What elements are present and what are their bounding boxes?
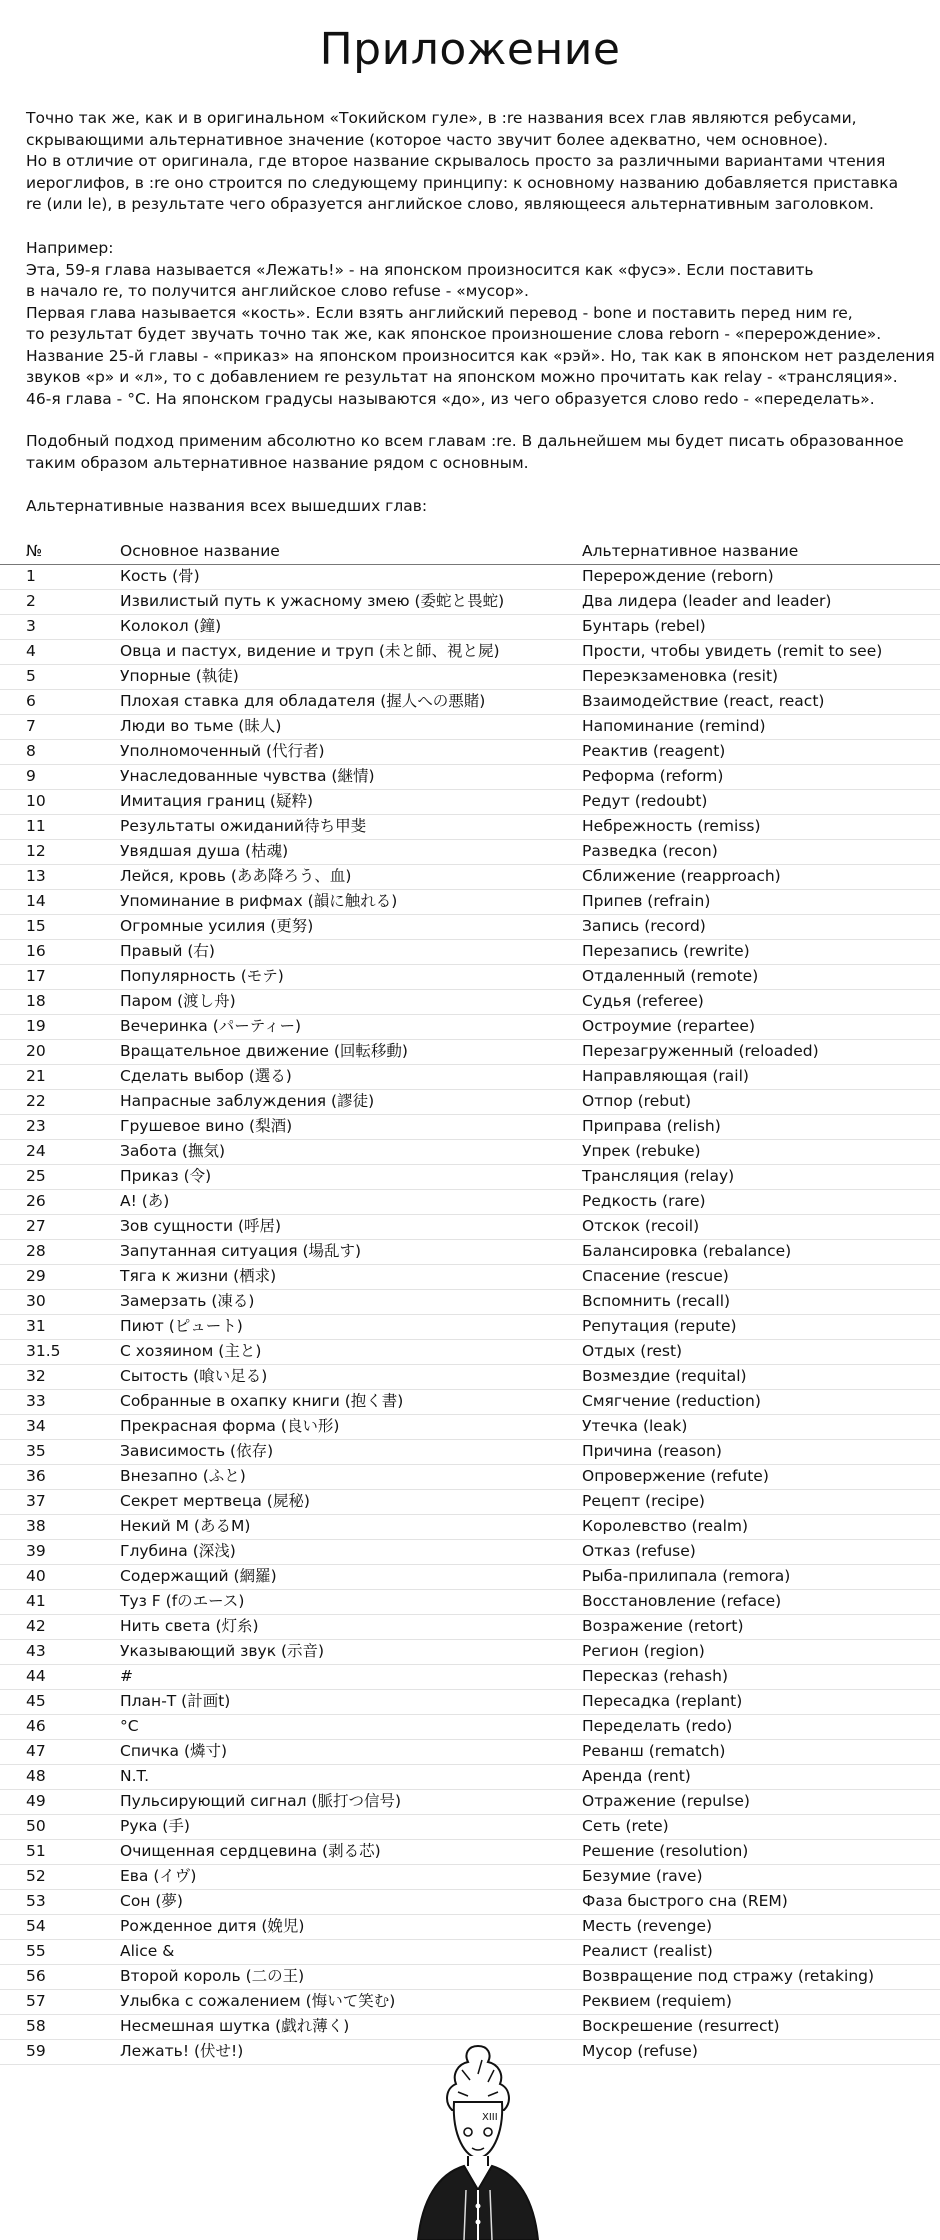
chapter-alt-title: Восстановление (reface) — [582, 1592, 782, 1610]
chapter-number: 45 — [26, 1692, 46, 1710]
chapter-alt-title: Напоминание (remind) — [582, 717, 766, 735]
table-row — [0, 965, 940, 990]
chapter-alt-title: Сближение (reapproach) — [582, 867, 781, 885]
chapter-main-title: Колокол (鐘) — [120, 617, 222, 635]
chapter-alt-title: Перезагруженный (reloaded) — [582, 1042, 819, 1060]
table-row — [0, 1865, 940, 1890]
chapter-alt-title: Безумие (rave) — [582, 1867, 703, 1885]
chapter-number: 50 — [26, 1817, 46, 1835]
chapter-alt-title: Запись (record) — [582, 917, 706, 935]
chapter-number: 44 — [26, 1667, 46, 1685]
table-row — [0, 1240, 940, 1265]
chapter-main-title: Зов сущности (呼居) — [120, 1217, 282, 1235]
chapter-alt-title: Редкость (rare) — [582, 1192, 706, 1210]
chapter-alt-title: Бунтарь (rebel) — [582, 617, 706, 635]
chapter-main-title: Запутанная ситуация (場乱す) — [120, 1242, 362, 1260]
table-row — [0, 665, 940, 690]
chapter-number: 20 — [26, 1042, 46, 1060]
chapter-number: 4 — [26, 642, 36, 660]
chapter-number: 49 — [26, 1792, 46, 1810]
chapter-main-title: N.T. — [120, 1767, 150, 1785]
approach-paragraph — [26, 431, 926, 474]
table-row — [0, 1040, 940, 1065]
table-row — [0, 1990, 940, 2015]
chapter-main-title: Спичка (燐寸) — [120, 1742, 228, 1760]
chapter-number: 47 — [26, 1742, 46, 1760]
chapter-alt-title: Реванш (rematch) — [582, 1742, 726, 1760]
table-row — [0, 1840, 940, 1865]
table-row — [0, 1190, 940, 1215]
chapter-number: 42 — [26, 1617, 46, 1635]
chapter-number: 21 — [26, 1067, 46, 1085]
chapter-number: 28 — [26, 1242, 46, 1260]
chapter-number: 27 — [26, 1217, 46, 1235]
example-paragraph — [26, 238, 935, 410]
chapter-main-title: Унаследованные чувства (継情) — [120, 767, 375, 785]
text-line: таким образом альтернативное название рядом с основным. — [26, 453, 529, 472]
chapter-number: 57 — [26, 1992, 46, 2010]
chapter-number: 22 — [26, 1092, 46, 1110]
table-row — [0, 890, 940, 915]
chapter-main-title: Огромные усилия (更努) — [120, 917, 314, 935]
chapter-number: 14 — [26, 892, 46, 910]
chapter-main-title: Напрасные заблуждения (謬徒) — [120, 1092, 375, 1110]
chapter-main-title: Популярность (モテ) — [120, 967, 284, 985]
table-row — [0, 1640, 940, 1665]
chapter-main-title: Рожденное дитя (娩児) — [120, 1917, 305, 1935]
chapter-alt-title: Небрежность (remiss) — [582, 817, 761, 835]
table-row — [0, 1015, 940, 1040]
chapter-number: 58 — [26, 2017, 46, 2035]
chapter-number: 7 — [26, 717, 36, 735]
chapter-number: 9 — [26, 767, 36, 785]
chapter-number: 56 — [26, 1967, 46, 1985]
table-row — [0, 1965, 940, 1990]
table-row — [0, 715, 940, 740]
chapter-main-title: Зависимость (依存) — [120, 1442, 274, 1460]
chapter-number: 13 — [26, 867, 46, 885]
chapter-alt-title: Пересказ (rehash) — [582, 1667, 729, 1685]
chapter-number: 46 — [26, 1717, 46, 1735]
table-row — [0, 990, 940, 1015]
chapter-main-title: Извилистый путь к ужасному змею (委蛇と畏蛇) — [120, 592, 505, 610]
table-row — [0, 590, 940, 615]
chapter-alt-title: Отскок (recoil) — [582, 1217, 700, 1235]
table-row — [0, 1940, 940, 1965]
chapter-number: 23 — [26, 1117, 46, 1135]
text-line: Эта, 59-я глава называется «Лежать!» - на японском произносится как «фусэ». Если поставить — [26, 260, 814, 279]
chapter-alt-title: Возражение (retort) — [582, 1617, 744, 1635]
table-row — [0, 2015, 940, 2040]
chapter-main-title: Вращательное движение (回転移動) — [120, 1042, 408, 1060]
chapter-main-title: Люди во тьме (昧人) — [120, 717, 282, 735]
text-line: Например: — [26, 239, 114, 257]
chapter-table — [0, 565, 940, 2065]
text-line: Первая глава называется «кость». Если взять английский перевод - bone и поставить перед ним re, — [26, 303, 853, 322]
chapter-main-title: Очищенная сердцевина (剥る芯) — [120, 1842, 381, 1860]
chapter-number: 25 — [26, 1167, 46, 1185]
chapter-main-title: Имитация границ (疑粋) — [120, 792, 314, 810]
chapter-main-title: Овца и пастух, видение и труп (未と師、視と屍) — [120, 642, 500, 660]
table-row — [0, 765, 940, 790]
chapter-main-title: Уполномоченный (代行者) — [120, 742, 325, 760]
chapter-number: 19 — [26, 1017, 46, 1035]
table-row — [0, 690, 940, 715]
chapter-alt-title: Рыба-прилипала (remora) — [582, 1567, 791, 1585]
chapter-main-title: Сон (夢) — [120, 1892, 183, 1910]
chapter-alt-title: Отпор (rebut) — [582, 1092, 692, 1110]
chapter-number: 41 — [26, 1592, 46, 1610]
table-row — [0, 1390, 940, 1415]
table-row — [0, 1890, 940, 1915]
chapter-number: 35 — [26, 1442, 46, 1460]
text-line: в начало re, то получится английское слово refuse - «мусор». — [26, 282, 529, 300]
chapter-alt-title: Опровержение (refute) — [582, 1467, 769, 1485]
chapter-main-title: Тяга к жизни (栖求) — [120, 1267, 277, 1285]
chapter-alt-title: Королевство (realm) — [582, 1517, 749, 1535]
table-row — [0, 1115, 940, 1140]
table-row — [0, 1740, 940, 1765]
table-row — [0, 640, 940, 665]
intro-paragraph — [26, 108, 926, 216]
chapter-number: 5 — [26, 667, 36, 685]
text-line: скрывающими альтернативное значение (которое часто звучит более адекватно, чем основное). — [26, 130, 829, 149]
chapter-main-title: План-Т (計画t) — [120, 1692, 231, 1710]
chapter-alt-title: Причина (reason) — [582, 1442, 722, 1460]
chapter-alt-title: Вспомнить (recall) — [582, 1292, 731, 1310]
text-line: то результат будет звучать точно так же, как японское произношение слова reborn - «перерождение». — [26, 325, 882, 343]
text-line: иероглифов, в :re оно строится по следующему принципу: к основному названию добавляется приставка — [26, 173, 899, 192]
chapter-alt-title: Воскрешение (resurrect) — [582, 2017, 780, 2035]
table-row — [0, 1490, 940, 1515]
chapter-number: 52 — [26, 1867, 46, 1885]
chapter-main-title: Указывающий звук (示音) — [120, 1642, 325, 1660]
table-row — [0, 1315, 940, 1340]
table-row — [0, 1590, 940, 1615]
text-line: 46-я глава - °С. На японском градусы называются «до», из чего образуется слово redo - «переделать». — [26, 389, 875, 408]
table-row — [0, 1690, 940, 1715]
chapter-alt-title: Разведка (recon) — [582, 842, 718, 860]
table-row — [0, 1815, 940, 1840]
table-row — [0, 790, 940, 815]
chapter-alt-title: Балансировка (rebalance) — [582, 1242, 792, 1260]
table-row — [0, 1340, 940, 1365]
chapter-number: 34 — [26, 1417, 46, 1435]
chapter-number: 36 — [26, 1467, 46, 1485]
chapter-main-title: Улыбка с сожалением (悔いて笑む) — [120, 1992, 396, 2010]
chapter-number: 26 — [26, 1192, 46, 1210]
chapter-main-title: Туз F (fのエース) — [120, 1592, 245, 1610]
chapter-number: 8 — [26, 742, 36, 760]
chapter-number: 43 — [26, 1642, 46, 1660]
chapter-main-title: Прекрасная форма (良い形) — [120, 1417, 340, 1435]
table-row — [0, 740, 940, 765]
chapter-number: 3 — [26, 617, 36, 635]
text-line: Альтернативные названия всех вышедших глав: — [26, 497, 428, 515]
table-header — [0, 540, 940, 565]
table-row — [0, 1215, 940, 1240]
header-alt-title: Альтернативное название — [582, 542, 799, 560]
chapter-main-title: Увядшая душа (枯魂) — [120, 842, 289, 860]
chapter-alt-title: Утечка (leak) — [582, 1417, 688, 1435]
chapter-number: 38 — [26, 1517, 46, 1535]
chapter-main-title: Пульсирующий сигнал (脈打つ信号) — [120, 1792, 401, 1810]
chapter-main-title: # — [120, 1667, 133, 1685]
chapter-alt-title: Два лидера (leader and leader) — [582, 592, 832, 610]
chapter-alt-title: Взаимодействие (react, react) — [582, 692, 825, 710]
chapter-main-title: Паром (渡し舟) — [120, 992, 236, 1010]
chapter-alt-title: Судья (referee) — [582, 992, 704, 1010]
chapter-main-title: Сытость (喰い足る) — [120, 1367, 268, 1385]
chapter-main-title: Глубина (深浅) — [120, 1542, 236, 1560]
chapter-main-title: Alice & — [120, 1942, 175, 1960]
chapter-alt-title: Отражение (repulse) — [582, 1792, 750, 1810]
chapter-number: 40 — [26, 1567, 46, 1585]
chapter-number: 37 — [26, 1492, 46, 1510]
chapter-number: 12 — [26, 842, 46, 860]
chapter-number: 2 — [26, 592, 36, 610]
chapter-number: 24 — [26, 1142, 46, 1160]
chapter-main-title: Несмешная шутка (戯れ薄く) — [120, 2017, 350, 2035]
chapter-number: 59 — [26, 2042, 46, 2060]
chapter-main-title: Забота (撫気) — [120, 1142, 226, 1160]
chapter-main-title: Рука (手) — [120, 1817, 190, 1835]
table-row — [0, 1665, 940, 1690]
chapter-alt-title: Припев (refrain) — [582, 892, 711, 910]
chapter-alt-title: Приправа (relish) — [582, 1117, 721, 1135]
table-row — [0, 1140, 940, 1165]
table-row — [0, 1515, 940, 1540]
chapter-number: 53 — [26, 1892, 46, 1910]
chapter-number: 31.5 — [26, 1342, 61, 1360]
chapter-main-title: Содержащий (網羅) — [120, 1567, 277, 1585]
chapter-number: 32 — [26, 1367, 46, 1385]
chapter-alt-title: Направляющая (rail) — [582, 1067, 749, 1085]
list-intro — [26, 496, 926, 518]
chapter-number: 6 — [26, 692, 36, 710]
chapter-number: 1 — [26, 567, 36, 585]
chapter-alt-title: Отказ (refuse) — [582, 1542, 696, 1560]
chapter-main-title: Кость (骨) — [120, 567, 200, 585]
chapter-main-title: С хозяином (主と) — [120, 1342, 262, 1360]
chapter-alt-title: Реактив (reagent) — [582, 742, 726, 760]
chapter-main-title: Собранные в охапку книги (抱く書) — [120, 1392, 404, 1410]
table-row — [0, 1615, 940, 1640]
chapter-number: 15 — [26, 917, 46, 935]
table-row — [0, 1565, 940, 1590]
chapter-alt-title: Сеть (rete) — [582, 1817, 669, 1835]
text-line: Подобный подход применим абсолютно ко всем главам :re. В дальнейшем мы будет писать образованное — [26, 432, 904, 450]
table-row — [0, 1265, 940, 1290]
chapter-alt-title: Остроумие (repartee) — [582, 1017, 755, 1035]
chapter-alt-title: Отдаленный (remote) — [582, 967, 759, 985]
table-row — [0, 915, 940, 940]
chapter-alt-title: Возвращение под стражу (retaking) — [582, 1967, 875, 1985]
table-row — [0, 1540, 940, 1565]
chapter-number: 31 — [26, 1317, 46, 1335]
chapter-alt-title: Мусор (refuse) — [582, 2042, 698, 2060]
table-row — [0, 815, 940, 840]
table-row — [0, 1290, 940, 1315]
chapter-main-title: Пиют (ピュート) — [120, 1317, 243, 1335]
chapter-number: 18 — [26, 992, 46, 1010]
chapter-number: 10 — [26, 792, 46, 810]
table-row — [0, 1415, 940, 1440]
chapter-main-title: Упоминание в рифмах (韻に触れる) — [120, 892, 398, 910]
chapter-main-title: Нить света (灯糸) — [120, 1617, 259, 1635]
table-row — [0, 1165, 940, 1190]
chapter-alt-title: Регион (region) — [582, 1642, 705, 1660]
chapter-number: 39 — [26, 1542, 46, 1560]
text-line: Но в отличие от оригинала, где второе название скрывалось просто за различными вариантами чтения — [26, 152, 886, 170]
table-row — [0, 1065, 940, 1090]
chapter-alt-title: Реквием (requiem) — [582, 1992, 732, 2010]
chapter-alt-title: Месть (revenge) — [582, 1917, 713, 1935]
text-line: звуков «р» и «л», то с добавлением re результат на японском можно прочитать как relay - «трансляция». — [26, 368, 898, 386]
chapter-alt-title: Реалист (realist) — [582, 1942, 713, 1960]
chapter-number: 30 — [26, 1292, 46, 1310]
forehead-mark: XIII — [482, 2112, 498, 2123]
table-row — [0, 1465, 940, 1490]
chapter-main-title: Некий М (あるM) — [120, 1517, 251, 1535]
chapter-main-title: Секрет мертвеца (屍秘) — [120, 1492, 310, 1510]
chapter-main-title: Второй король (二の王) — [120, 1967, 305, 1985]
chapter-number: 17 — [26, 967, 46, 985]
chapter-number: 55 — [26, 1942, 46, 1960]
chapter-alt-title: Аренда (rent) — [582, 1767, 691, 1785]
chapter-alt-title: Реформа (reform) — [582, 767, 724, 785]
chapter-number: 48 — [26, 1767, 46, 1785]
text-line: Точно так же, как и в оригинальном «Токийском гуле», в :re названия всех глав являются ребусами, — [26, 109, 857, 127]
table-row — [0, 1090, 940, 1115]
table-row — [0, 615, 940, 640]
chapter-main-title: Замерзать (凍る) — [120, 1292, 255, 1310]
chapter-alt-title: Фаза быстрого сна (REM) — [582, 1892, 788, 1910]
chapter-number: 29 — [26, 1267, 46, 1285]
table-row — [0, 1365, 940, 1390]
chapter-number: 54 — [26, 1917, 46, 1935]
chapter-alt-title: Упрек (rebuke) — [582, 1142, 701, 1160]
chapter-number: 16 — [26, 942, 46, 960]
table-row — [0, 1915, 940, 1940]
text-line: re (или le), в результате чего образуется английское слово, являющееся альтернативным заголовком. — [26, 195, 874, 213]
chapter-alt-title: Решение (resolution) — [582, 1842, 749, 1860]
chapter-main-title: А! (あ) — [120, 1192, 170, 1210]
chapter-alt-title: Пересадка (replant) — [582, 1692, 743, 1710]
table-row — [0, 1765, 940, 1790]
chapter-alt-title: Репутация (repute) — [582, 1317, 737, 1335]
character-illustration — [378, 2040, 578, 2240]
header-number: № — [26, 542, 43, 560]
chapter-main-title: Внезапно (ふと) — [120, 1467, 246, 1485]
chapter-alt-title: Переэкзаменовка (resit) — [582, 667, 779, 685]
table-row — [0, 840, 940, 865]
table-row — [0, 1790, 940, 1815]
chapter-number: 51 — [26, 1842, 46, 1860]
chapter-alt-title: Трансляция (relay) — [582, 1167, 735, 1185]
chapter-main-title: Плохая ставка для обладателя (握人への悪賭) — [120, 692, 486, 710]
chapter-main-title: Лежать! (伏せ!) — [120, 2042, 244, 2060]
chapter-main-title: Сделать выбор (選る) — [120, 1067, 292, 1085]
chapter-main-title: Вечеринка (パーティー) — [120, 1017, 302, 1035]
chapter-alt-title: Переделать (redo) — [582, 1717, 733, 1735]
chapter-alt-title: Рецепт (recipe) — [582, 1492, 705, 1510]
chapter-alt-title: Отдых (rest) — [582, 1342, 683, 1360]
chapter-alt-title: Перерождение (reborn) — [582, 567, 774, 585]
header-main-title: Основное название — [120, 542, 280, 560]
chapter-alt-title: Редут (redoubt) — [582, 792, 708, 810]
chapter-number: 33 — [26, 1392, 46, 1410]
table-row — [0, 1715, 940, 1740]
table-row — [0, 565, 940, 590]
chapter-main-title: °С — [120, 1717, 139, 1735]
chapter-main-title: Упорные (執徒) — [120, 667, 239, 685]
chapter-alt-title: Спасение (rescue) — [582, 1267, 729, 1285]
chapter-main-title: Грушевое вино (梨酒) — [120, 1117, 293, 1135]
chapter-alt-title: Перезапись (rewrite) — [582, 942, 750, 960]
chapter-alt-title: Прости, чтобы увидеть (remit to see) — [582, 642, 883, 660]
chapter-alt-title: Возмездие (requital) — [582, 1367, 747, 1385]
chapter-main-title: Ева (イヴ) — [120, 1867, 197, 1885]
chapter-main-title: Приказ (令) — [120, 1167, 212, 1185]
chapter-alt-title: Смягчение (reduction) — [582, 1392, 761, 1410]
table-row — [0, 865, 940, 890]
chapter-main-title: Правый (右) — [120, 942, 215, 960]
chapter-main-title: Лейся, кровь (ああ降ろう、血) — [120, 867, 352, 885]
table-row — [0, 1440, 940, 1465]
table-row — [0, 940, 940, 965]
chapter-number: 11 — [26, 817, 46, 835]
text-line: Название 25-й главы - «приказ» на японском произносится как «рэй». Но, так как в японском нет разделения — [26, 346, 935, 365]
page-title: Приложение — [319, 24, 621, 75]
chapter-main-title: Результаты ожиданий待ち甲斐 — [120, 817, 367, 835]
